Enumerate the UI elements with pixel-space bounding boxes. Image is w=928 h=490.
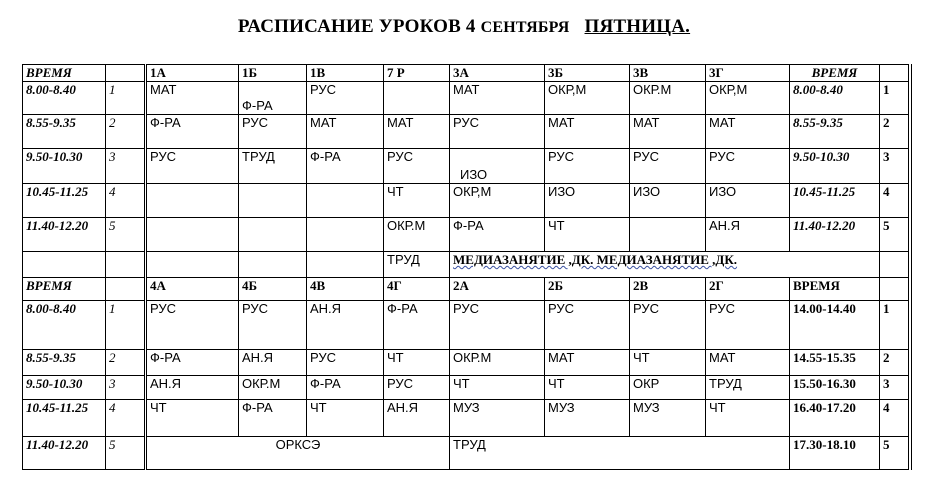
subject-cell: РУС <box>450 301 545 350</box>
subject-cell: ОКР.М <box>239 376 307 400</box>
lesson-num: 1 <box>106 82 146 115</box>
time-cell: 8.55-9.35 <box>23 115 106 149</box>
time-cell-right: 10.45-11.25 <box>790 184 880 218</box>
subject-cell: ОКР.М <box>450 350 545 376</box>
subject-cell: ОКР,М <box>706 82 790 115</box>
subject-cell <box>384 82 450 115</box>
empty-cell <box>239 252 307 278</box>
lesson-num-right: 3 <box>880 376 910 400</box>
subject-cell: РУС <box>706 301 790 350</box>
empty-cell <box>23 252 106 278</box>
lesson-num: 5 <box>106 437 146 470</box>
lesson-num: 4 <box>106 400 146 437</box>
header-class: 2В <box>630 278 706 301</box>
subject-cell: МАТ <box>706 350 790 376</box>
time-cell-right: 16.40-17.20 <box>790 400 880 437</box>
time-cell: 10.45-11.25 <box>23 400 106 437</box>
header-time-right: ВРЕМЯ <box>790 65 880 82</box>
subject-cell: Ф-РА <box>307 376 384 400</box>
subject-cell: РУС <box>545 149 630 184</box>
subject-cell: РУС <box>450 115 545 149</box>
subject-cell: РУС <box>545 301 630 350</box>
lesson-num-right: 2 <box>880 350 910 376</box>
subject-cell: РУС <box>146 301 239 350</box>
header-class: 4В <box>307 278 384 301</box>
time-cell-right: 8.00-8.40 <box>790 82 880 115</box>
subject-cell: РУС <box>384 149 450 184</box>
subject-cell: РУС <box>239 115 307 149</box>
header-class: 1А <box>146 65 239 82</box>
lesson-num-right: 2 <box>880 115 910 149</box>
subject-cell: ЧТ <box>545 376 630 400</box>
header-class: 4Б <box>239 278 307 301</box>
table-row <box>23 218 910 252</box>
subject-cell <box>146 184 239 218</box>
subject-cell: РУС <box>146 149 239 184</box>
lesson-num: 3 <box>106 376 146 400</box>
subject-cell: ОКР.М <box>630 82 706 115</box>
table-row <box>23 149 910 184</box>
time-cell-right: 8.55-9.35 <box>790 115 880 149</box>
subject-cell: МАТ <box>146 82 239 115</box>
table-row <box>23 400 910 437</box>
time-cell: 9.50-10.30 <box>23 376 106 400</box>
subject-cell: АН.Я <box>146 376 239 400</box>
lesson-num-right: 3 <box>880 149 910 184</box>
time-cell-right: 17.30-18.10 <box>790 437 880 470</box>
lesson-num-right: 1 <box>880 82 910 115</box>
subject-cell <box>146 218 239 252</box>
bottom-header-row <box>23 278 910 301</box>
subject-cell: Ф-РА <box>384 301 450 350</box>
lesson-num: 4 <box>106 184 146 218</box>
empty-cell <box>106 252 146 278</box>
subject-cell: МАТ <box>384 115 450 149</box>
time-cell: 11.40-12.20 <box>23 437 106 470</box>
lesson-num-right: 4 <box>880 184 910 218</box>
subject-cell: ЧТ <box>384 350 450 376</box>
time-cell: 8.00-8.40 <box>23 82 106 115</box>
header-num <box>106 278 146 301</box>
schedule-table <box>22 64 912 470</box>
subject-cell: ЧТ <box>545 218 630 252</box>
subject-cell: АН.Я <box>307 301 384 350</box>
header-num-right <box>880 65 910 82</box>
table-row <box>23 115 910 149</box>
title-month: СЕНТЯБРЯ <box>480 19 570 36</box>
subject-cell <box>307 184 384 218</box>
empty-cell <box>146 252 239 278</box>
page-title <box>0 16 928 38</box>
time-cell-right: 14.00-14.40 <box>790 301 880 350</box>
subject-cell: ОКР.М <box>384 218 450 252</box>
subject-cell: ИЗО <box>630 184 706 218</box>
subject-cell: АН.Я <box>384 400 450 437</box>
time-cell: 8.00-8.40 <box>23 301 106 350</box>
subject-cell: МАТ <box>706 115 790 149</box>
trud-cell: ТРУД <box>450 437 790 470</box>
header-class: 3Б <box>545 65 630 82</box>
header-class: 7 Р <box>384 65 450 82</box>
time-cell: 11.40-12.20 <box>23 218 106 252</box>
time-cell: 10.45-11.25 <box>23 184 106 218</box>
header-class: 2А <box>450 278 545 301</box>
table-row <box>23 301 910 350</box>
subject-cell: ОКР,М <box>545 82 630 115</box>
subject-cell: ТРУД <box>384 252 450 278</box>
header-time: ВРЕМЯ <box>23 65 106 82</box>
header-class: 4А <box>146 278 239 301</box>
subject-cell: РУС <box>239 301 307 350</box>
subject-cell: РУС <box>384 376 450 400</box>
subject-cell: МУЗ <box>450 400 545 437</box>
subject-cell: ИЗО <box>706 184 790 218</box>
table-row <box>23 82 910 115</box>
header-class: 3Г <box>706 65 790 82</box>
media-lesson-cell <box>450 252 880 278</box>
subject-cell: ЧТ <box>146 400 239 437</box>
time-cell: 8.55-9.35 <box>23 350 106 376</box>
subject-cell: МУЗ <box>630 400 706 437</box>
lesson-num: 3 <box>106 149 146 184</box>
header-time-right: ВРЕМЯ <box>790 278 880 301</box>
header-time: ВРЕМЯ <box>23 278 106 301</box>
subject-cell: Ф-РА <box>450 218 545 252</box>
subject-cell: ТРУД <box>239 149 307 184</box>
media-lesson-text: МЕДИАЗАНЯТИЕ ,ДК. МЕДИАЗАНЯТИЕ ,ДК. <box>453 252 738 267</box>
subject-cell <box>239 184 307 218</box>
subject-cell <box>239 218 307 252</box>
subject-cell: МАТ <box>545 115 630 149</box>
header-class: 1В <box>307 65 384 82</box>
empty-cell <box>880 252 910 278</box>
subject-cell: МУЗ <box>545 400 630 437</box>
subject-cell <box>307 218 384 252</box>
lesson-num: 1 <box>106 301 146 350</box>
lesson-num-right: 5 <box>880 218 910 252</box>
table-row <box>23 376 910 400</box>
header-class: 1Б <box>239 65 307 82</box>
subject-cell: Ф-РА <box>146 115 239 149</box>
header-num <box>106 65 146 82</box>
table-row <box>23 437 910 470</box>
subject-cell: АН.Я <box>706 218 790 252</box>
lesson-num-right: 5 <box>880 437 910 470</box>
subject-cell: МАТ <box>630 115 706 149</box>
subject-cell: ИЗО <box>450 149 545 184</box>
time-cell: 9.50-10.30 <box>23 149 106 184</box>
subject-cell: ЧТ <box>706 400 790 437</box>
header-class: 2Б <box>545 278 630 301</box>
subject-cell: ЧТ <box>630 350 706 376</box>
header-class: 3В <box>630 65 706 82</box>
time-cell-right: 15.50-16.30 <box>790 376 880 400</box>
empty-cell <box>307 252 384 278</box>
header-class: 4Г <box>384 278 450 301</box>
subject-cell: ЧТ <box>307 400 384 437</box>
lesson-num-right: 1 <box>880 301 910 350</box>
subject-cell: РУС <box>630 149 706 184</box>
subject-cell <box>630 218 706 252</box>
subject-cell: РУС <box>630 301 706 350</box>
table-row-extra <box>23 252 910 278</box>
subject-cell: ЧТ <box>384 184 450 218</box>
lesson-num: 5 <box>106 218 146 252</box>
subject-cell: ЧТ <box>450 376 545 400</box>
time-cell-right: 11.40-12.20 <box>790 218 880 252</box>
subject-cell: Ф-РА <box>239 400 307 437</box>
subject-cell: МАТ <box>545 350 630 376</box>
subject-cell: ТРУД <box>706 376 790 400</box>
table-row <box>23 350 910 376</box>
subject-cell: Ф-РА <box>146 350 239 376</box>
title-day: ПЯТНИЦА. <box>584 16 691 37</box>
lesson-num: 2 <box>106 115 146 149</box>
subject-cell: АН.Я <box>239 350 307 376</box>
title-main: РАСПИСАНИЕ УРОКОВ 4 <box>237 16 476 37</box>
time-cell-right: 14.55-15.35 <box>790 350 880 376</box>
header-class: 3А <box>450 65 545 82</box>
subject-cell: Ф-РА <box>307 149 384 184</box>
lesson-num: 2 <box>106 350 146 376</box>
subject-cell: РУС <box>706 149 790 184</box>
table-row <box>23 184 910 218</box>
orkse-cell: ОРКСЭ <box>146 437 450 470</box>
lesson-num-right: 4 <box>880 400 910 437</box>
header-class: 2Г <box>706 278 790 301</box>
subject-cell: МАТ <box>450 82 545 115</box>
subject-cell: ИЗО <box>545 184 630 218</box>
time-cell-right: 9.50-10.30 <box>790 149 880 184</box>
subject-cell: МАТ <box>307 115 384 149</box>
subject-cell: Ф-РА <box>239 82 307 115</box>
top-header-row <box>23 65 910 82</box>
header-num-right <box>880 278 910 301</box>
subject-cell: ОКР,М <box>450 184 545 218</box>
subject-cell: РУС <box>307 82 384 115</box>
subject-cell: ОКР <box>630 376 706 400</box>
subject-cell: РУС <box>307 350 384 376</box>
